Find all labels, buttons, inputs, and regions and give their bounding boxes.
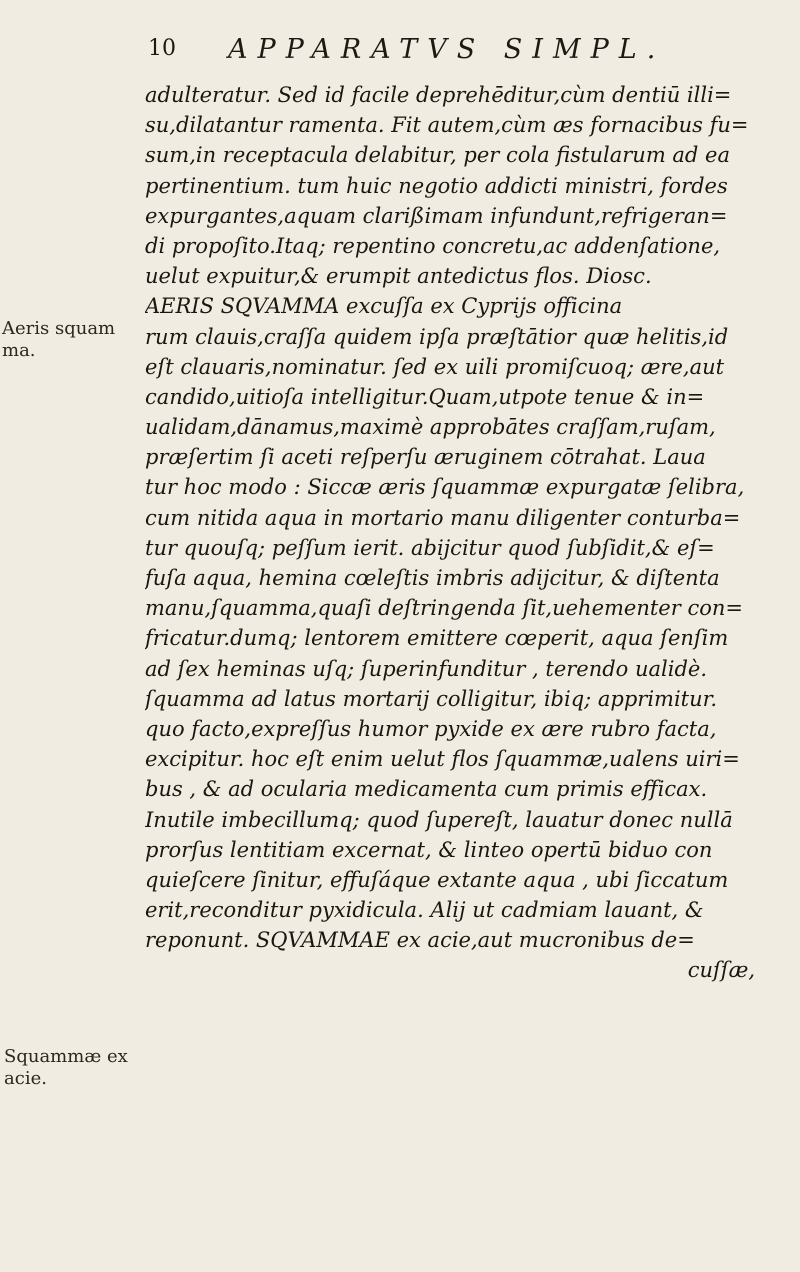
margin-note-aeris-squamma bbox=[2, 318, 115, 362]
text-line: cum nitida aqua in mortario manu diligenter conturba= bbox=[145, 505, 741, 530]
text-line: fricatur.dumq; lentorem emittere cœperit, aqua ſenſim bbox=[145, 626, 729, 651]
text-line: ſquamma ad latus mortarij colligitur, ibiq; apprimitur. bbox=[145, 686, 718, 711]
page-number: 10 bbox=[148, 36, 176, 61]
text-line: erit,reconditur pyxidicula. Alij ut cadmiam lauant, & bbox=[145, 898, 704, 923]
catchword: cuſſæ, bbox=[687, 958, 755, 983]
text-line: Inutile imbecillumq; quod ſupereſt, lauatur donec nullā bbox=[145, 807, 733, 832]
text-line: su,dilatantur ramenta. Fit autem,cùm æs fornacibus fu= bbox=[145, 113, 749, 138]
text-line: quo facto,expreſſus humor pyxide ex ære rubro facta, bbox=[145, 716, 717, 741]
margin-note-squammae-ex-acie bbox=[4, 1046, 128, 1090]
text-line: pertinentium. tum huic negotio addicti ministri, fordes bbox=[145, 173, 728, 198]
text-line: sum,in receptacula delabitur, per cola fistularum ad ea bbox=[145, 143, 730, 168]
text-line: reponunt. SQVAMMAE ex acie,aut mucronibus de= bbox=[145, 928, 695, 953]
text-line: bus , & ad ocularia medicamenta cum primis efficax. bbox=[145, 777, 708, 802]
text-line: di propoſito.Itaq; repentino concretu,ac addenſatione, bbox=[145, 233, 721, 258]
running-head bbox=[0, 34, 800, 74]
text-line: ualidam,dānamus,maximè approbātes craſſam,ruſam, bbox=[145, 415, 716, 440]
text-line: excipitur. hoc eſt enim uelut flos ſquammæ,ualens uiri= bbox=[145, 747, 740, 772]
text-line: præſertim ſi aceti reſperſu æruginem cōtrahat. Laua bbox=[145, 445, 706, 470]
margin-note-line: Squammæ ex bbox=[4, 1046, 128, 1067]
body-text bbox=[145, 80, 785, 986]
text-line: expurgantes,aquam clarißimam infundunt,refrigeran= bbox=[145, 203, 728, 228]
text-line: manu,ſquamma,quaſi deſtringenda ſit,uehementer con= bbox=[145, 596, 743, 621]
text-line: prorſus lentitiam excernat, & linteo opertū biduo con bbox=[145, 837, 713, 862]
text-line: adulteratur. Sed id facile deprehēditur,cùm dentiū illi= bbox=[145, 83, 732, 107]
text-line: quieſcere ſinitur, effuſáque extante aqua , ubi ſiccatum bbox=[145, 867, 729, 892]
text-line: rum clauis,craſſa quidem ipſa præſtātior quæ helitis,id bbox=[145, 324, 729, 349]
margin-note-line: Aeris squam bbox=[2, 318, 116, 339]
text-line: uelut expuitur,& erumpit antedictus flos. Diosc. bbox=[145, 264, 652, 289]
text-line: AERIS SQVAMMA excuſſa ex Cyprijs officina bbox=[145, 294, 623, 319]
text-line: candido,uitioſa intelligitur.Quam,utpote tenue & in= bbox=[145, 384, 705, 409]
text-line: eſt clauaris,nominatur. ſed ex uili promiſcuoq; ære,aut bbox=[145, 354, 725, 379]
margin-note-line: acie. bbox=[4, 1068, 47, 1089]
text-line: ad ſex heminas uſq; ſuperinfunditur , terendo ualidè. bbox=[145, 656, 708, 681]
running-title: APPARATVS SIMPL. bbox=[228, 34, 666, 65]
text-line: tur quouſq; peſſum ierit. abijcitur quod ſubſidit,& eſ= bbox=[145, 535, 715, 560]
text-line: tur hoc modo : Siccæ æris ſquammæ expurgatæ ſelibra, bbox=[145, 475, 745, 500]
text-line: fuſa aqua, hemina cœleſtis imbris adijcitur, & diſtenta bbox=[145, 566, 720, 590]
margin-note-line: ma. bbox=[2, 340, 36, 361]
